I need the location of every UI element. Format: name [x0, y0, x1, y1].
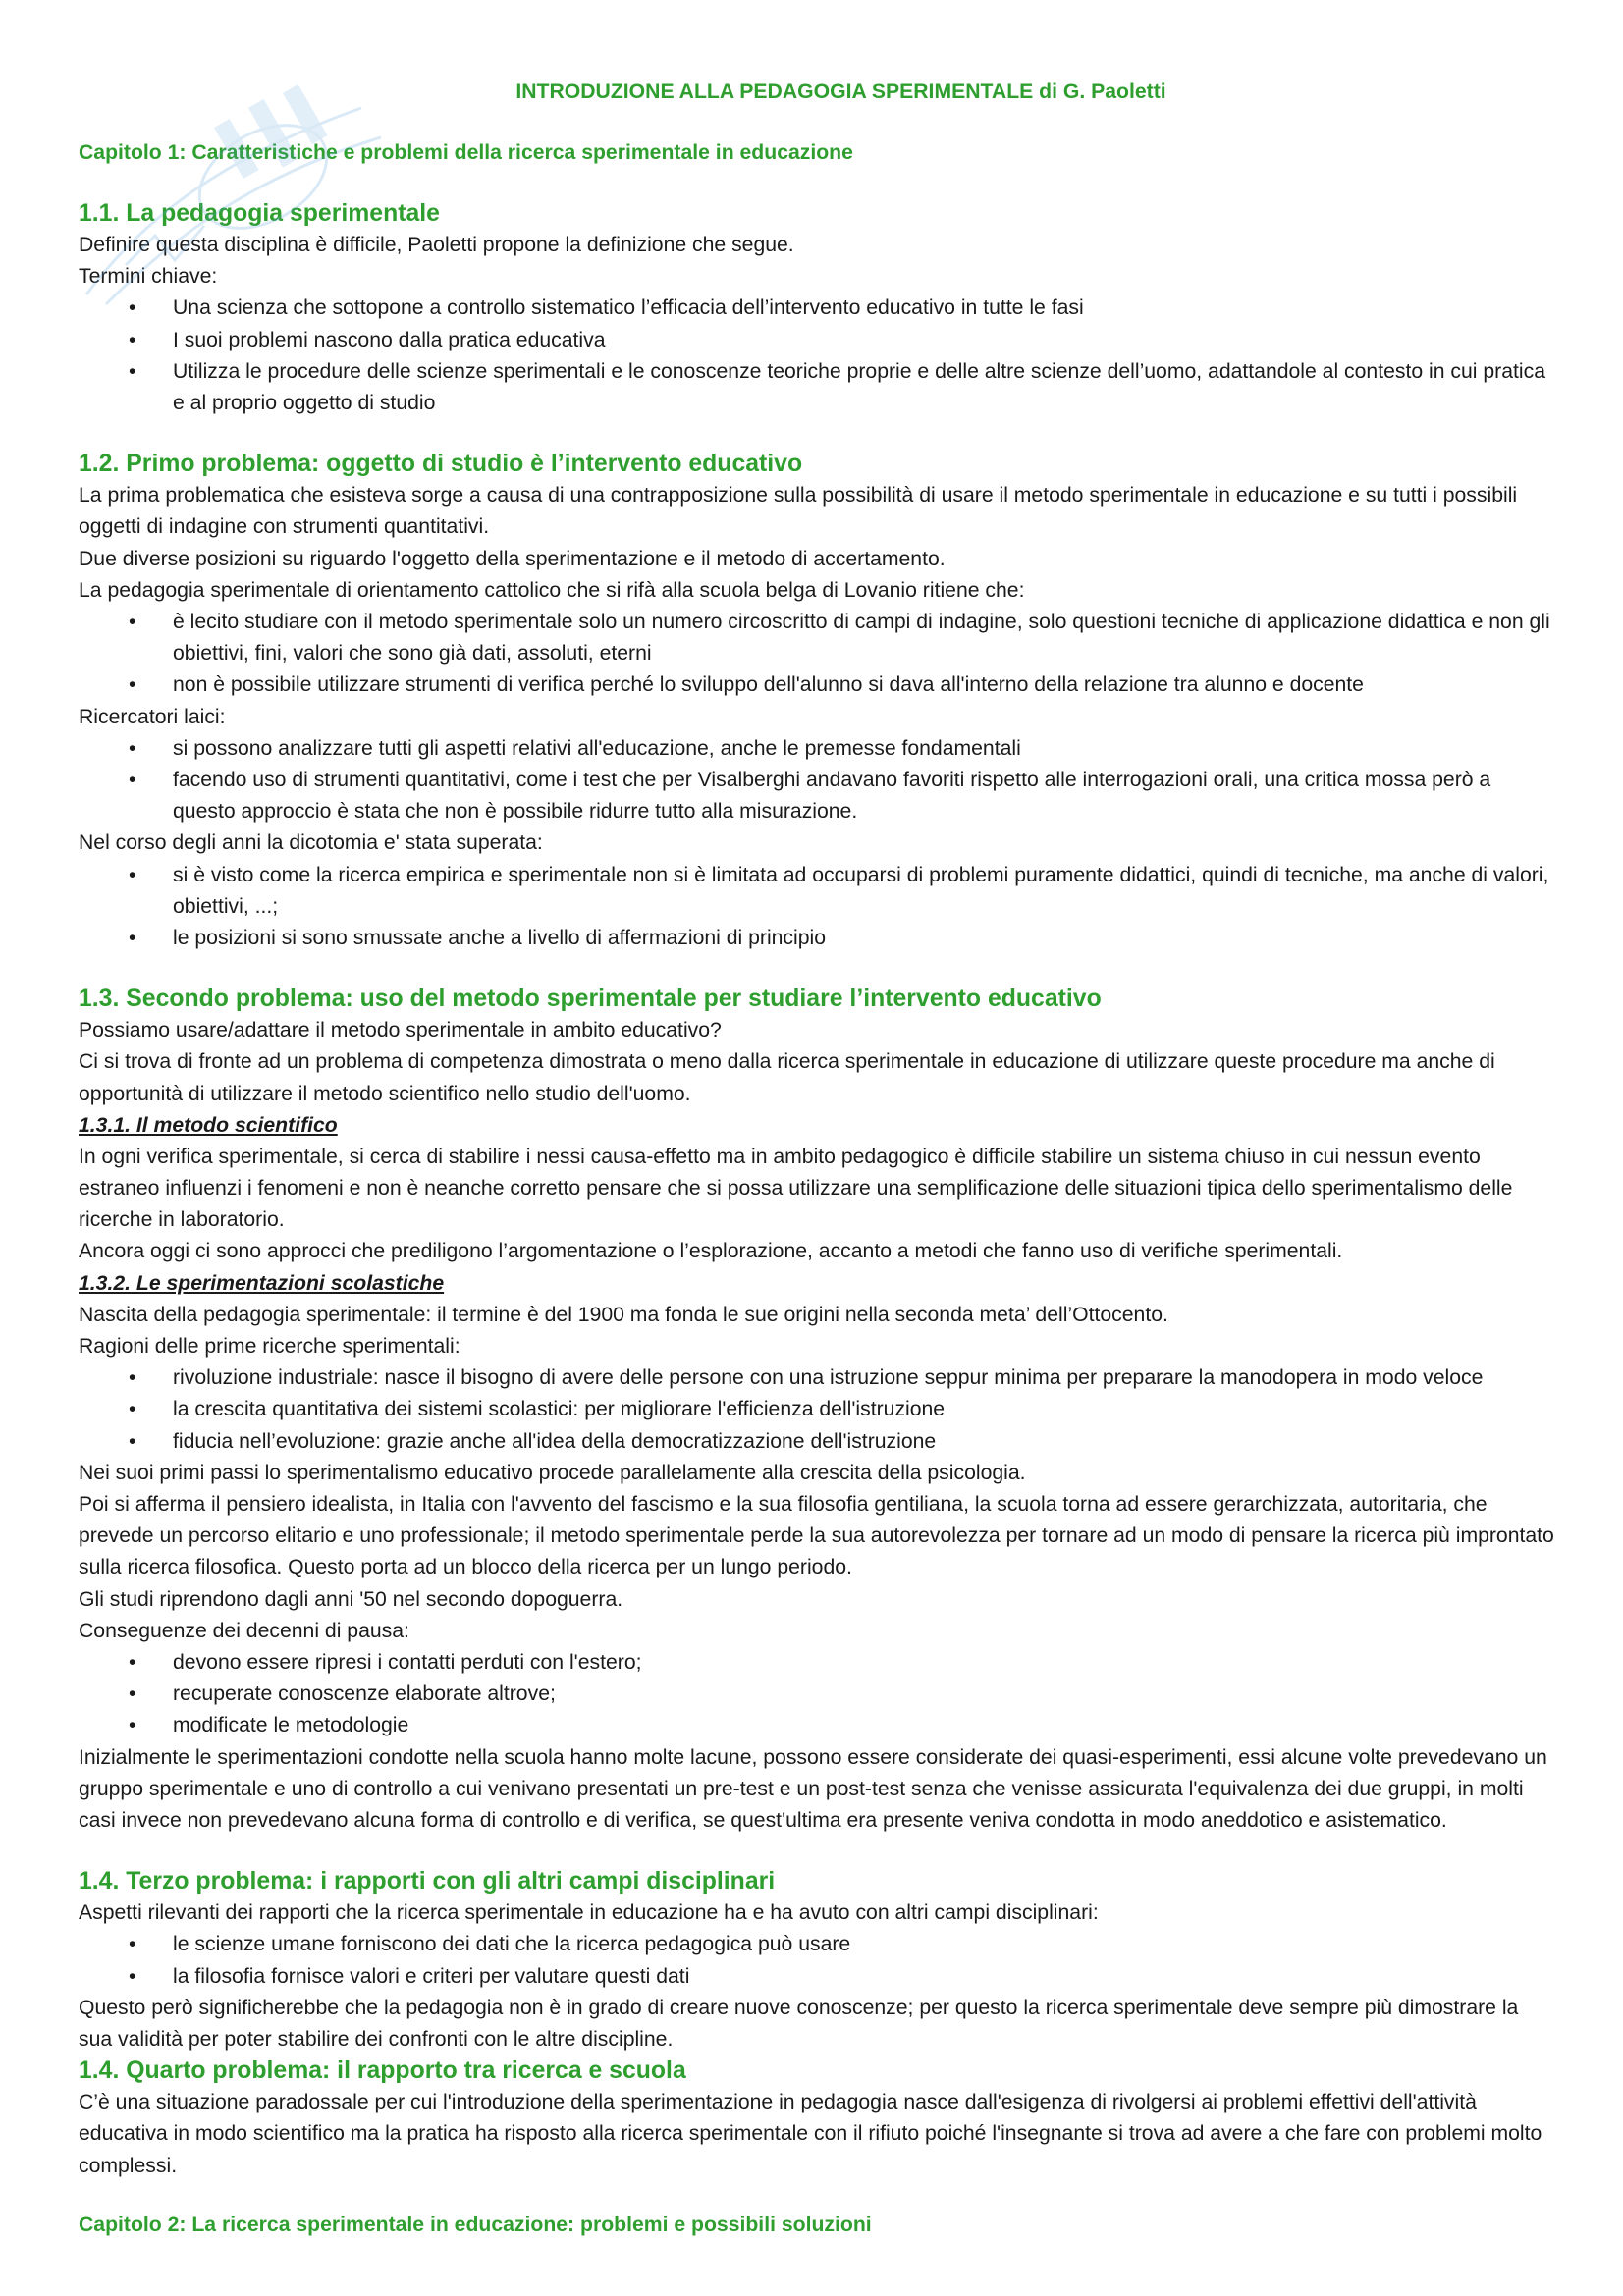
bullet-list — [79, 860, 1554, 955]
list-item-text: la crescita quantitativa dei sistemi scolastici: per migliorare l'efficienza dell'istruzione — [173, 1398, 946, 1421]
paragraph: Nel corso degli anni la dicotomia e' stata superata: — [79, 831, 543, 855]
list-item — [129, 1679, 1554, 1710]
section-1-4-terzo-heading: 1.4. Terzo problema: i rapporti con gli altri campi disciplinari — [79, 1868, 776, 1896]
chapter-1-heading: Capitolo 1: Caratteristiche e problemi della ricerca sperimentale in educazione — [79, 141, 853, 164]
bullet-list — [79, 1929, 1554, 1992]
list-item-text: recuperate conoscenze elaborate altrove; — [173, 1682, 556, 1706]
bullet-icon: • — [129, 328, 136, 351]
bullet-list — [79, 293, 1554, 419]
paragraph: Questo però significherebbe che la pedagogia non è in grado di creare nuove conoscenze; per questo la ricerca sperimentale deve sempre più dimostrare la sua validità per poter stabilire dei confronti con le altre discipline. — [79, 1996, 1519, 2051]
bullet-icon: • — [129, 1682, 136, 1706]
paragraph: Ancora oggi ci sono approcci che prediligono l’argomentazione o l’esplorazione, accanto a metodi che fanno uso di verifiche sperimentali. — [79, 1240, 1343, 1263]
list-item — [129, 733, 1554, 765]
bullet-list — [79, 607, 1554, 702]
section-1-4-quarto-heading: 1.4. Quarto problema: il rapporto tra ricerca e scuola — [79, 2057, 686, 2085]
bullet-icon: • — [129, 736, 136, 760]
bullet-icon: • — [129, 673, 136, 697]
list-item-text: le posizioni si sono smussate anche a livello di affermazioni di principio — [173, 927, 827, 950]
list-item — [129, 325, 1554, 356]
bullet-icon: • — [129, 1964, 136, 1988]
bullet-icon: • — [129, 359, 136, 383]
subsection-1-3-2-heading: 1.3.2. Le sperimentazioni scolastiche — [79, 1271, 445, 1295]
paragraph: Inizialmente le sperimentazioni condotte nella scuola hanno molte lacune, possono essere considerate dei quasi-esperimenti, essi alcune volte prevedevano un gruppo sperimentale e uno di controllo a cui venivano presentati un pre-test e un post-test senza che venisse assicurata l'equivalenza dei due gruppi, in molti casi invece non prevedevano alcuna forma di controllo e di verifica, se quest'ultima era presente veniva condotta in modo aneddotico e asistematico. — [79, 1745, 1547, 1832]
paragraph: Nei suoi primi passi lo sperimentalismo educativo procede parallelamente alla crescita della psicologia. — [79, 1461, 1026, 1484]
list-item — [129, 923, 1554, 954]
list-item-text: devono essere ripresi i contatti perduti con l'estero; — [173, 1650, 642, 1674]
list-item — [129, 607, 1554, 669]
paragraph: Ragioni delle prime ricerche sperimentali: — [79, 1334, 460, 1358]
section-1-3-heading: 1.3. Secondo problema: uso del metodo sperimentale per studiare l’intervento educativo — [79, 986, 1102, 1013]
paragraph: Definire questa disciplina è difficile, Paoletti propone la definizione che segue. — [79, 234, 794, 256]
paragraph: Gli studi riprendono dagli anni '50 nel secondo dopoguerra. — [79, 1587, 623, 1611]
list-item — [129, 1929, 1554, 1960]
paragraph: Termini chiave: — [79, 265, 218, 289]
paragraph: La prima problematica che esisteva sorge a causa di una contrapposizione sulla possibilità di usare il metodo sperimentale in educazione e su tutti i possibili oggetti di indagine con strumenti quantitativi. — [79, 484, 1518, 539]
subsection-1-3-1-heading: 1.3.1. Il metodo scientifico — [79, 1113, 338, 1137]
bullet-list — [79, 1647, 1554, 1742]
paragraph: Due diverse posizioni su riguardo l'oggetto della sperimentazione e il metodo di accertamento. — [79, 547, 946, 570]
list-item-text: facendo uso di strumenti quantitativi, come i test che per Visalberghi andavano favoriti rispetto alle interrogazioni orali, una critica mossa però a questo approccio è stata che non è possibile ridurre tutto alla misurazione. — [173, 769, 1491, 824]
bullet-list — [79, 733, 1554, 828]
list-item-text: si possono analizzare tutti gli aspetti relativi all'educazione, anche le premesse fondamentali — [173, 736, 1021, 760]
bullet-icon: • — [129, 927, 136, 950]
paragraph: C’è una situazione paradossale per cui l'introduzione della sperimentazione in pedagogia nasce dall'esigenza di rivolgersi ai problemi effettivi dell'attività educativa in modo scientifico ma la pratica ha risposto alla ricerca sperimentale con il rifiuto poiché l'insegnante si trova ad avere a che fare con problemi molto complessi. — [79, 2091, 1542, 2177]
section-1-1-heading: 1.1. La pedagogia sperimentale — [79, 200, 440, 227]
bullet-icon: • — [129, 611, 136, 634]
paragraph: Possiamo usare/adattare il metodo sperimentale in ambito educativo? — [79, 1019, 722, 1042]
list-item — [129, 1394, 1554, 1425]
bullet-icon: • — [129, 1714, 136, 1737]
list-item — [129, 1426, 1554, 1458]
paragraph: Ricercatori laici: — [79, 705, 226, 728]
paragraph: La pedagogia sperimentale di orientamento cattolico che si rifà alla scuola belga di Lovanio ritiene che: — [79, 578, 1025, 602]
bullet-icon: • — [129, 863, 136, 886]
list-item — [129, 669, 1554, 701]
paragraph: Poi si afferma il pensiero idealista, in Italia con l'avvento del fascismo e la sua filosofia gentiliana, la scuola torna ad essere gerarchizzata, autoritaria, che prevede un percorso elitario e uno professionale; il metodo sperimentale perde la sua autorevolezza per tornare ad un modo di pensare la ricerca più improntato sulla ricerca filosofica. Questo porta ad un blocco della ricerca per un lungo periodo. — [79, 1492, 1554, 1579]
list-item-text: la filosofia fornisce valori e criteri per valutare questi dati — [173, 1964, 690, 1988]
list-item-text: le scienze umane forniscono dei dati che la ricerca pedagogica può usare — [173, 1933, 851, 1956]
list-item — [129, 1710, 1554, 1741]
document-title: INTRODUZIONE ALLA PEDAGOGIA SPERIMENTALE di G. Paoletti — [515, 80, 1166, 103]
list-item-text: è lecito studiare con il metodo sperimentale solo un numero circoscritto di campi di indagine, solo questioni tecniche di applicazione didattica e non gli obiettivi, fini, valori che sono già dati, assoluti, eterni — [173, 611, 1550, 666]
list-item — [129, 1362, 1554, 1394]
list-item-text: Utilizza le procedure delle scienze sperimentali e le conoscenze teoriche proprie e delle altre scienze dell’uomo, adattandole al contesto in cui pratica e al proprio oggetto di studio — [173, 359, 1545, 415]
list-item — [129, 356, 1554, 419]
paragraph: Conseguenze dei decenni di pausa: — [79, 1619, 409, 1642]
list-item-text: rivoluzione industriale: nasce il bisogno di avere delle persone con una istruzione seppur minima per preparare la manodopera in modo veloce — [173, 1366, 1484, 1390]
list-item — [129, 293, 1554, 324]
bullet-icon: • — [129, 1650, 136, 1674]
list-item — [129, 1961, 1554, 1993]
list-item-text: si è visto come la ricerca empirica e sperimentale non si è limitata ad occuparsi di problemi puramente didattici, quindi di tecniche, ma anche di valori, obiettivi, ...; — [173, 863, 1549, 918]
section-1-2-heading: 1.2. Primo problema: oggetto di studio è l’intervento educativo — [79, 451, 803, 478]
list-item-text: fiducia nell’evoluzione: grazie anche all'idea della democratizzazione dell'istruzione — [173, 1429, 937, 1453]
paragraph: Nascita della pedagogia sperimentale: il termine è del 1900 ma fonda le sue origini nella seconda meta’ dell’Ottocento. — [79, 1303, 1168, 1326]
bullet-icon: • — [129, 296, 136, 320]
list-item-text: I suoi problemi nascono dalla pratica educativa — [173, 328, 606, 351]
bullet-icon: • — [129, 769, 136, 792]
list-item — [129, 765, 1554, 828]
paragraph: Ci si trova di fronte ad un problema di competenza dimostrata o meno dalla ricerca sperimentale in educazione di utilizzare queste procedure ma anche di opportunità di utilizzare il metodo scientifico nello studio dell'uomo. — [79, 1050, 1495, 1105]
bullet-icon: • — [129, 1366, 136, 1390]
bullet-icon: • — [129, 1398, 136, 1421]
paragraph: Aspetti rilevanti dei rapporti che la ricerca sperimentale in educazione ha e ha avuto con altri campi disciplinari: — [79, 1901, 1099, 1925]
paragraph: In ogni verifica sperimentale, si cerca di stabilire i nessi causa-effetto ma in ambito pedagogico è difficile stabilire un sistema chiuso in cui nessun evento estraneo influenzi i fenomeni e non è neanche corretto pensare che si possa utilizzare una semplificazione delle situazioni tipica dello sperimentalismo delle ricerche in laboratorio. — [79, 1145, 1513, 1232]
list-item-text: modificate le metodologie — [173, 1714, 409, 1737]
bullet-icon: • — [129, 1429, 136, 1453]
chapter-2-heading: Capitolo 2: La ricerca sperimentale in educazione: problemi e possibili soluzioni — [79, 2213, 872, 2236]
bullet-icon: • — [129, 1933, 136, 1956]
list-item — [129, 1647, 1554, 1679]
bullet-list — [79, 1362, 1554, 1458]
list-item-text: non è possibile utilizzare strumenti di verifica perché lo sviluppo dell'alunno si dava all'interno della relazione tra alunno e docente — [173, 673, 1364, 697]
list-item — [129, 860, 1554, 923]
list-item-text: Una scienza che sottopone a controllo sistematico l’efficacia dell’intervento educativo in tutte le fasi — [173, 296, 1084, 320]
